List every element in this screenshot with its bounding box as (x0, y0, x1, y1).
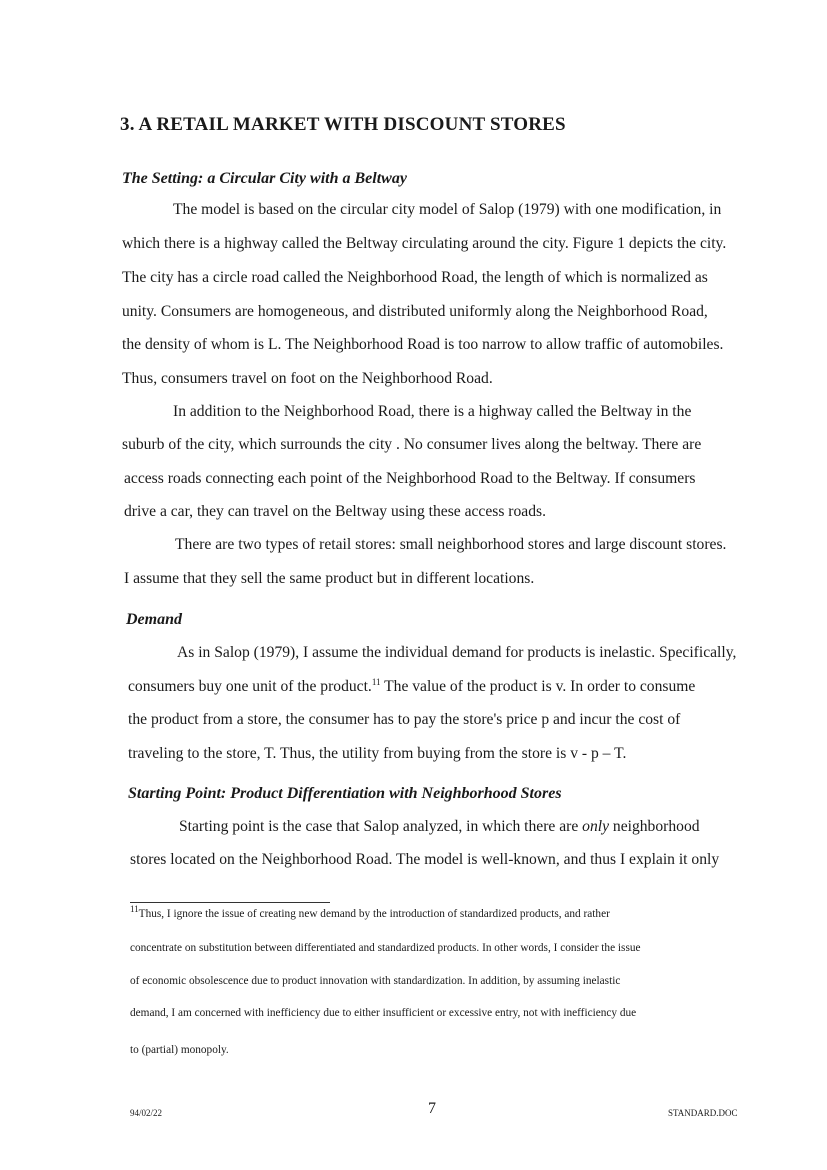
paragraph-line: There are two types of retail stores: small neighborhood stores and large discount stores. (175, 536, 727, 553)
starting-point-subheading: Starting Point: Product Differentiation with Neighborhood Stores (128, 785, 562, 802)
footnote-separator (130, 902, 330, 903)
paragraph-line: I assume that they sell the same product but in different locations. (124, 570, 535, 587)
section-heading: 3. A RETAIL MARKET WITH DISCOUNT STORES (120, 114, 566, 135)
footnote-line: of economic obsolescence due to product innovation with standardization. In addition, by assuming inelastic (130, 975, 621, 987)
footnote-line (130, 906, 610, 922)
paragraph-line: traveling to the store, T. Thus, the utility from buying from the store is v - p – T. (128, 745, 627, 762)
paragraph-line: The model is based on the circular city model of Salop (1979) with one modification, in (173, 201, 722, 218)
sentence-text: The value of the product is v. In order to consume (380, 678, 696, 695)
demand-subheading: Demand (126, 611, 182, 628)
footnote-marker: 11 (130, 904, 139, 915)
paragraph-line (128, 677, 695, 697)
sentence-text: Starting point is the case that Salop analyzed, in which there are (179, 818, 583, 835)
footnote-line: to (partial) monopoly. (130, 1044, 229, 1056)
paragraph-line: access roads connecting each point of the Neighborhood Road to the Beltway. If consumers (124, 470, 696, 487)
sentence-text: consumers buy one unit of the product. (128, 678, 372, 695)
footer-filename: STANDARD.DOC (668, 1108, 738, 1118)
paragraph-line: the product from a store, the consumer has to pay the store's price p and incur the cost of (128, 711, 681, 728)
paragraph-line: Thus, consumers travel on foot on the Neighborhood Road. (122, 370, 493, 387)
paragraph-line: The city has a circle road called the Neighborhood Road, the length of which is normalized as (122, 269, 708, 286)
footer-date: 94/02/22 (130, 1108, 163, 1118)
emphasis-text: only (582, 818, 610, 835)
paragraph-line: As in Salop (1979), I assume the individual demand for products is inelastic. Specifically, (177, 644, 737, 661)
paragraph-line: drive a car, they can travel on the Beltway using these access roads. (124, 503, 546, 520)
paragraph-line: In addition to the Neighborhood Road, there is a highway called the Beltway in the (173, 403, 692, 420)
paragraph-line: suburb of the city, which surrounds the city . No consumer lives along the beltway. There are (122, 436, 702, 453)
paragraph-line: stores located on the Neighborhood Road. The model is well-known, and thus I explain it only (130, 851, 720, 868)
footnote-line: demand, I am concerned with inefficiency due to either insufficient or excessive entry, not with inefficiency due (130, 1007, 637, 1019)
sentence-text: neighborhood (609, 818, 700, 835)
page-number: 7 (428, 1100, 436, 1117)
footnote-text: Thus, I ignore the issue of creating new demand by the introduction of standardized products, and rather (138, 908, 610, 920)
paragraph-line: which there is a highway called the Beltway circulating around the city. Figure 1 depicts the city. (122, 235, 727, 252)
setting-subheading: The Setting: a Circular City with a Beltway (122, 170, 407, 187)
paragraph-line: the density of whom is L. The Neighborhood Road is too narrow to allow traffic of automobiles. (122, 336, 724, 353)
footnote-reference: 11 (371, 676, 381, 687)
footnote-line: concentrate on substitution between differentiated and standardized products. In other words, I consider the issue (130, 942, 641, 954)
paragraph-line: unity. Consumers are homogeneous, and distributed uniformly along the Neighborhood Road, (122, 303, 708, 320)
paragraph-line (179, 817, 700, 837)
